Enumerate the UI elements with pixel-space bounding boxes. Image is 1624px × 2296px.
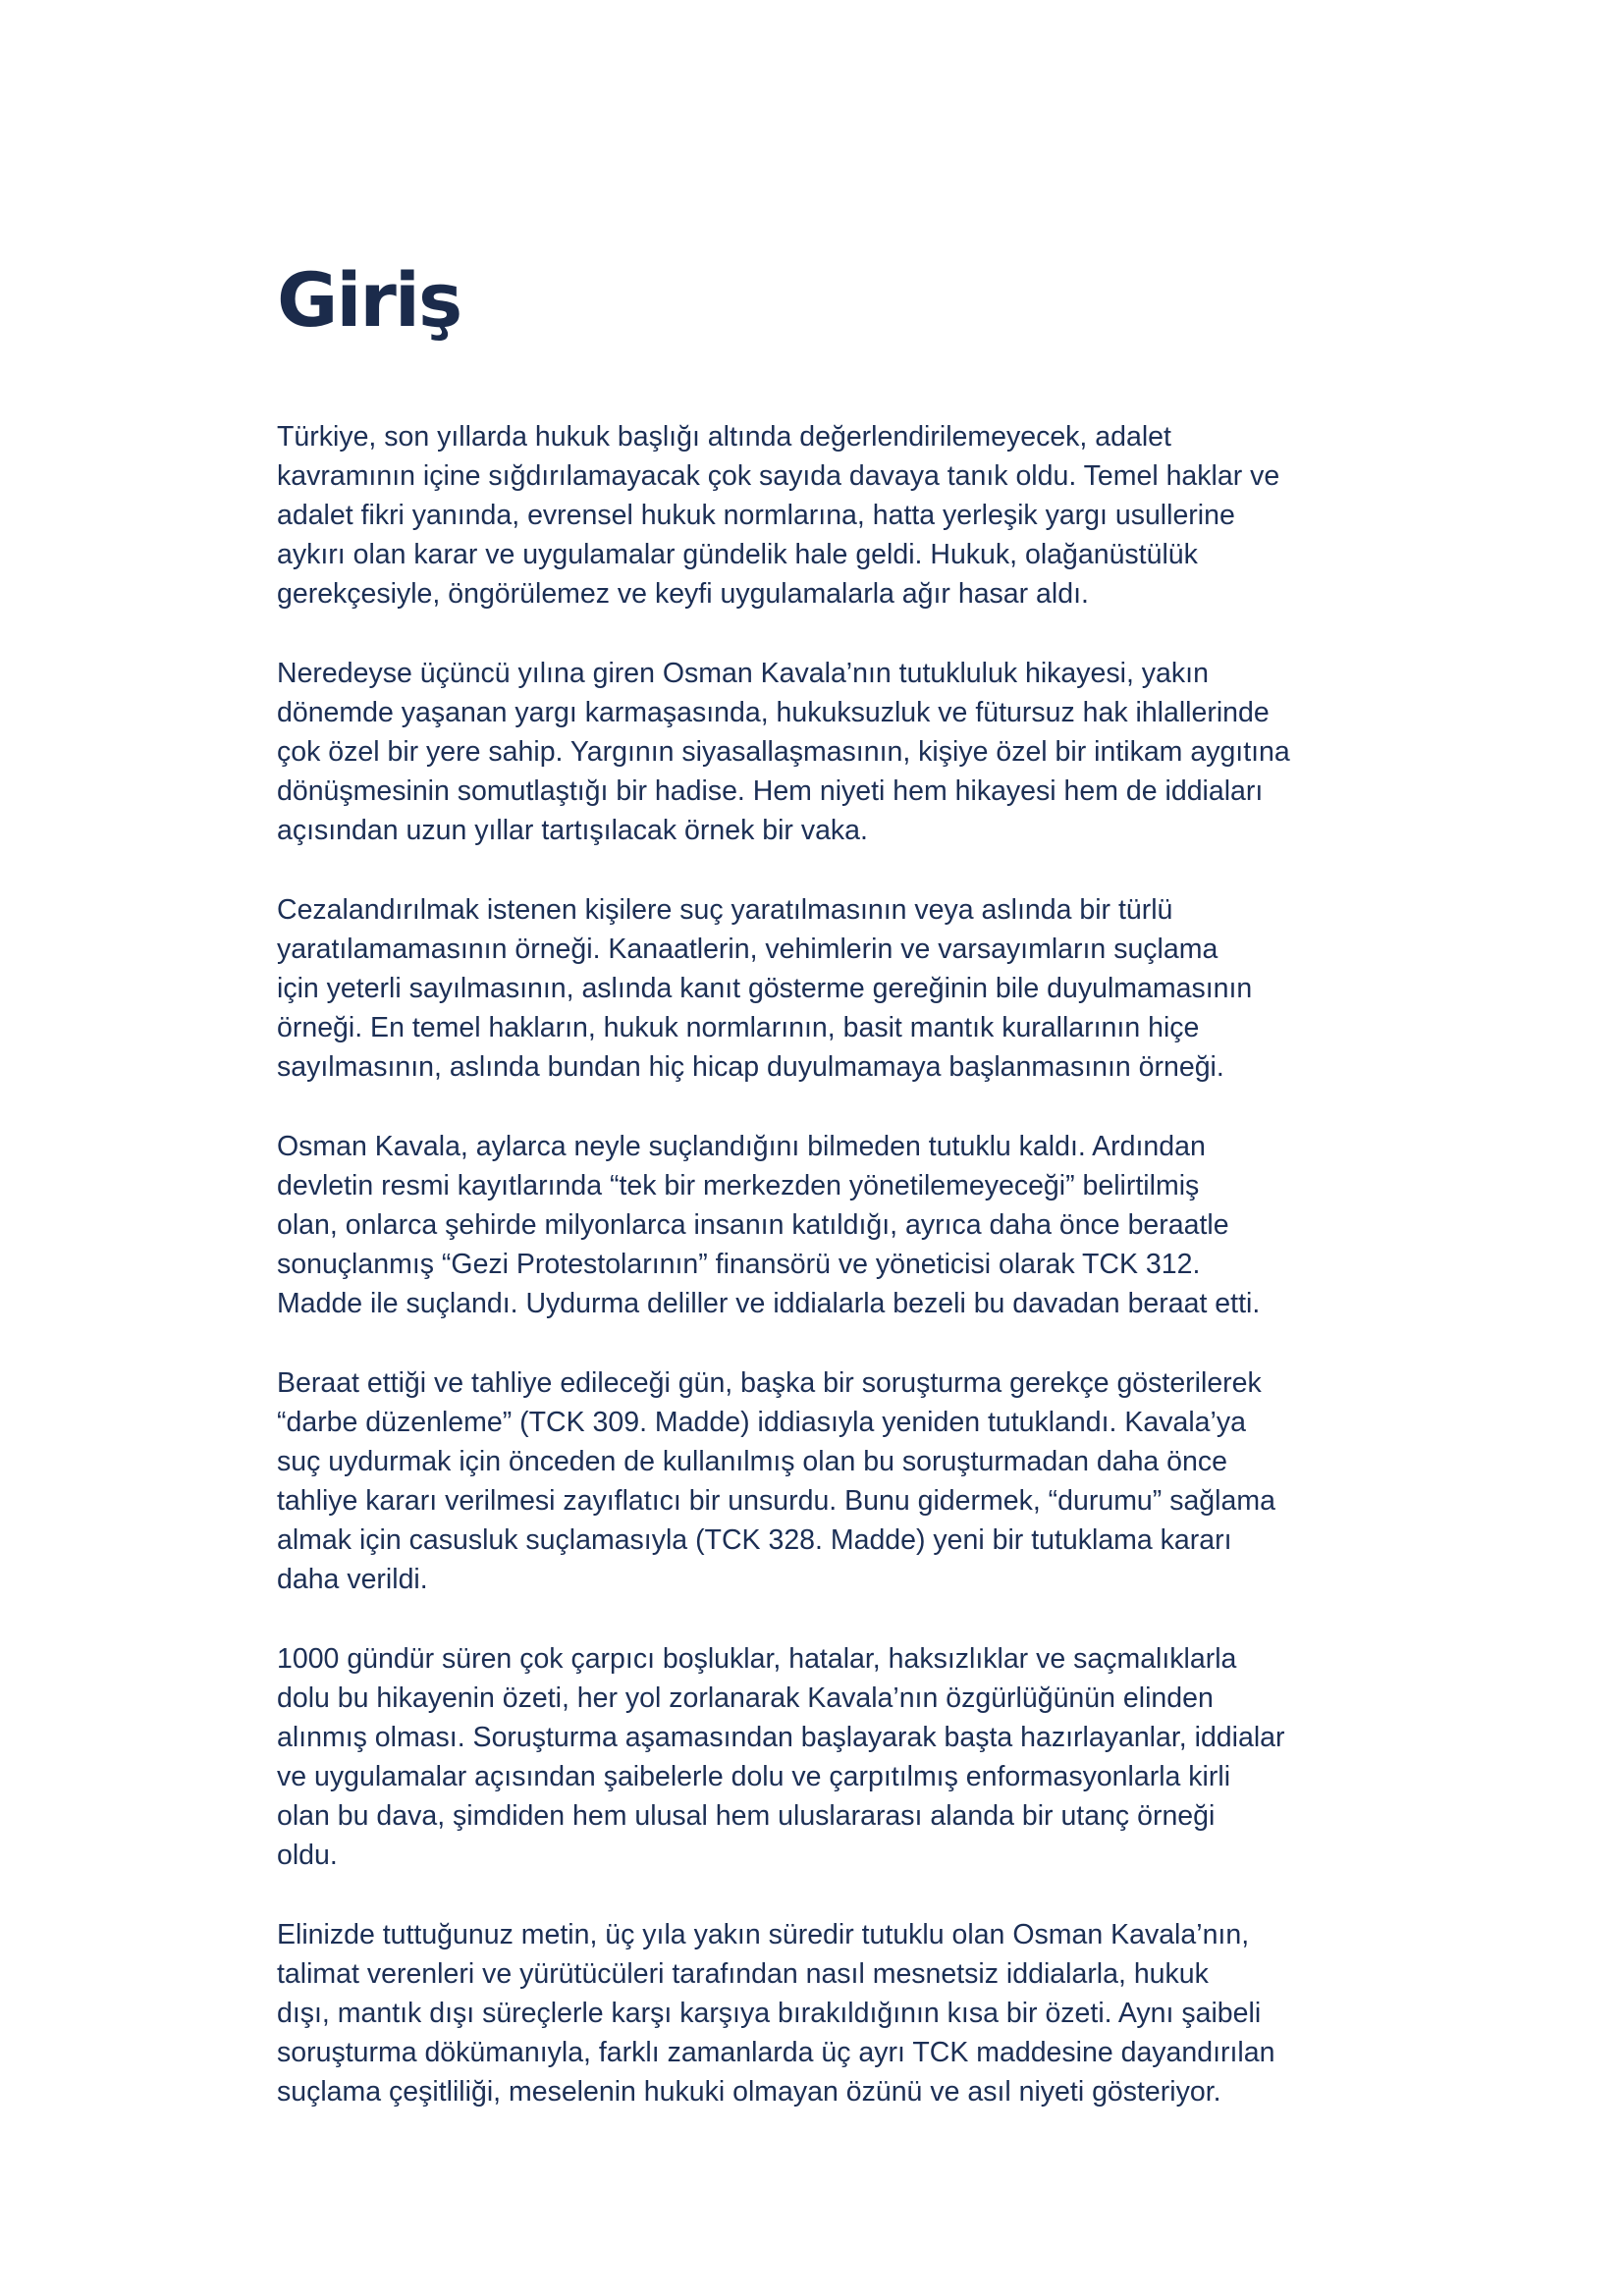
- paragraph-6: [277, 1639, 1377, 1875]
- paragraph-4: [277, 1127, 1377, 1323]
- paragraph-line: olan bu dava, şimdiden hem ulusal hem uluslararası alanda bir utanç örneği: [277, 1800, 1216, 1832]
- paragraph-line: 1000 gündür süren çok çarpıcı boşluklar, hatalar, haksızlıklar ve saçmalıklarla: [277, 1643, 1237, 1675]
- paragraph-line: dönemde yaşanan yargı karmaşasında, hukuksuzluk ve fütursuz hak ihlallerinde: [277, 697, 1270, 728]
- paragraph-1: [277, 417, 1377, 614]
- paragraph-line: çok özel bir yere sahip. Yargının siyasallaşmasının, kişiye özel bir intikam aygıtına: [277, 736, 1290, 768]
- paragraph-5: [277, 1363, 1377, 1599]
- page-title: Giriş: [277, 256, 461, 344]
- paragraph-line: Cezalandırılmak istenen kişilere suç yaratılmasının veya aslında bir türlü: [277, 894, 1173, 926]
- paragraph-line: aykırı olan karar ve uygulamalar gündelik hale geldi. Hukuk, olağanüstülük: [277, 539, 1198, 570]
- paragraph-line: oldu.: [277, 1840, 338, 1871]
- paragraph-line: tahliye kararı verilmesi zayıflatıcı bir unsurdu. Bunu gidermek, “durumu” sağlama: [277, 1485, 1275, 1517]
- paragraph-line: daha verildi.: [277, 1564, 428, 1595]
- paragraph-line: suç uydurmak için önceden de kullanılmış olan bu soruşturmadan daha önce: [277, 1446, 1227, 1477]
- paragraph-7: [277, 1915, 1377, 2111]
- paragraph-line: ve uygulamalar açısından şaibelerle dolu ve çarpıtılmış enformasyonlarla kirli: [277, 1761, 1231, 1792]
- paragraph-line: Madde ile suçlandı. Uydurma deliller ve iddialarla bezeli bu davadan beraat etti.: [277, 1288, 1261, 1319]
- paragraph-line: soruşturma dökümanıyla, farklı zamanlarda üç ayrı TCK maddesine dayandırılan: [277, 2037, 1275, 2068]
- paragraph-line: için yeterli sayılmasının, aslında kanıt gösterme gereğinin bile duyulmamasının: [277, 973, 1253, 1004]
- paragraph-line: sayılmasının, aslında bundan hiç hicap duyulmamaya başlanmasının örneği.: [277, 1051, 1224, 1083]
- paragraph-line: gerekçesiyle, öngörülemez ve keyfi uygulamalarla ağır hasar aldı.: [277, 578, 1089, 610]
- paragraph-line: Beraat ettiği ve tahliye edileceği gün, başka bir soruşturma gerekçe gösterilerek: [277, 1367, 1262, 1399]
- paragraph-line: devletin resmi kayıtlarında “tek bir merkezden yönetilemeyeceği” belirtilmiş: [277, 1170, 1200, 1201]
- paragraph-line: dışı, mantık dışı süreçlerle karşı karşıya bırakıldığının kısa bir özeti. Aynı şaibeli: [277, 1998, 1262, 2029]
- paragraph-line: örneği. En temel hakların, hukuk normlarının, basit mantık kurallarının hiçe: [277, 1012, 1200, 1043]
- paragraph-line: alınmış olması. Soruşturma aşamasından başlayarak başta hazırlayanlar, iddialar: [277, 1722, 1285, 1753]
- paragraph-2: [277, 654, 1377, 850]
- paragraph-line: Osman Kavala, aylarca neyle suçlandığını bilmeden tutuklu kaldı. Ardından: [277, 1131, 1206, 1162]
- paragraph-3: [277, 890, 1377, 1087]
- paragraph-line: açısından uzun yıllar tartışılacak örnek bir vaka.: [277, 815, 868, 846]
- paragraph-line: Türkiye, son yıllarda hukuk başlığı altında değerlendirilemeyecek, adalet: [277, 421, 1171, 453]
- paragraph-line: Neredeyse üçüncü yılına giren Osman Kavala’nın tutukluluk hikayesi, yakın: [277, 658, 1209, 689]
- paragraph-line: sonuçlanmış “Gezi Protestolarının” finansörü ve yöneticisi olarak TCK 312.: [277, 1249, 1201, 1280]
- paragraph-line: dolu bu hikayenin özeti, her yol zorlanarak Kavala’nın özgürlüğünün elinden: [277, 1682, 1214, 1714]
- paragraph-line: yaratılamamasının örneği. Kanaatlerin, vehimlerin ve varsayımların suçlama: [277, 934, 1218, 965]
- paragraph-line: Elinizde tuttuğunuz metin, üç yıla yakın süredir tutuklu olan Osman Kavala’nın,: [277, 1919, 1250, 1950]
- paragraph-line: almak için casusluk suçlamasıyla (TCK 328. Madde) yeni bir tutuklama kararı: [277, 1524, 1232, 1556]
- paragraph-line: suçlama çeşitliliği, meselenin hukuki olmayan özünü ve asıl niyeti gösteriyor.: [277, 2076, 1221, 2108]
- paragraph-line: talimat verenleri ve yürütücüleri tarafından nasıl mesnetsiz iddialarla, hukuk: [277, 1958, 1209, 1990]
- paragraph-line: dönüşmesinin somutlaştığı bir hadise. Hem niyeti hem hikayesi hem de iddiaları: [277, 775, 1264, 807]
- paragraph-line: olan, onlarca şehirde milyonlarca insanın katıldığı, ayrıca daha önce beraatle: [277, 1209, 1229, 1241]
- paragraph-line: kavramının içine sığdırılamayacak çok sayıda davaya tanık oldu. Temel haklar ve: [277, 460, 1280, 492]
- paragraph-line: adalet fikri yanında, evrensel hukuk normlarına, hatta yerleşik yargı usullerine: [277, 500, 1235, 531]
- paragraph-line: “darbe düzenleme” (TCK 309. Madde) iddiasıyla yeniden tutuklandı. Kavala’ya: [277, 1407, 1246, 1438]
- body-text: [277, 417, 1377, 2152]
